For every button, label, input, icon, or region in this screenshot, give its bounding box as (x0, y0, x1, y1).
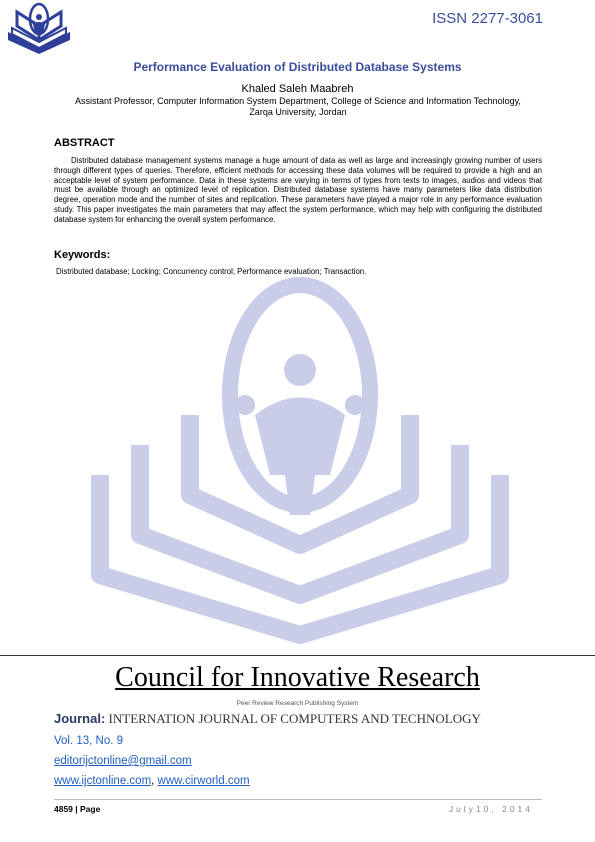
website-links (54, 775, 250, 787)
abstract-heading: ABSTRACT (54, 137, 115, 149)
journal-name: INTERNATION JOURNAL OF COMPUTERS AND TECHNOLOGY (105, 711, 481, 726)
volume-issue: Vol. 13, No. 9 (54, 735, 124, 747)
page-number: 4859 | Page (54, 804, 101, 814)
journal-line (54, 711, 481, 727)
author-name: Khaled Saleh Maabreh (241, 83, 354, 95)
keywords-text: Distributed database; Locking; Concurrency control; Performance evaluation; Transaction. (56, 267, 367, 276)
peer-review-tagline: Peer Review Research Publishing System (236, 700, 359, 707)
paper-title: Performance Evaluation of Distributed Database Systems (133, 60, 462, 74)
journal-logo-icon (4, 2, 74, 54)
publication-date: July10, 2014 (448, 804, 533, 814)
issn-number: ISSN 2277-3061 (432, 10, 543, 27)
journal-label: Journal: (54, 711, 106, 726)
website-separator: , (151, 775, 158, 787)
editor-email-link[interactable]: editorijctonline@gmail.com (54, 755, 192, 767)
author-affiliation: Assistant Professor, Computer Information System Department, College of Science and Information Technology, Zarqa University, Jordan (75, 96, 521, 117)
keywords-heading: Keywords: (54, 249, 111, 261)
page-footer-divider (54, 799, 542, 800)
website-link-ijct[interactable]: www.ijctonline.com (54, 775, 152, 787)
abstract-text: Distributed database management systems manage a huge amount of data as well as large and increasingly growing number of users through different types of queries. Therefore, efficient methods for accessing these data volumes will be required to provide a high and an acceptable level of system performance. Data in these systems are varying in terms of types from texts to images, audios and videos that must be available through an optimized level of replication. Distributed database systems have many parameters like data distribution degree, operation mode and the number of sites and replication. These parameters have played a major role in any performance evaluation study. This paper investigates the main parameters that may affect the system performance, which may help with configuring the distributed database system for enhancing the overall system performance. (54, 156, 542, 224)
council-name: Council for Innovative Research (115, 662, 480, 693)
book-watermark-icon (60, 275, 540, 645)
footer-divider (0, 655, 595, 656)
website-link-cirworld[interactable]: www.cirworld.com (157, 775, 250, 787)
